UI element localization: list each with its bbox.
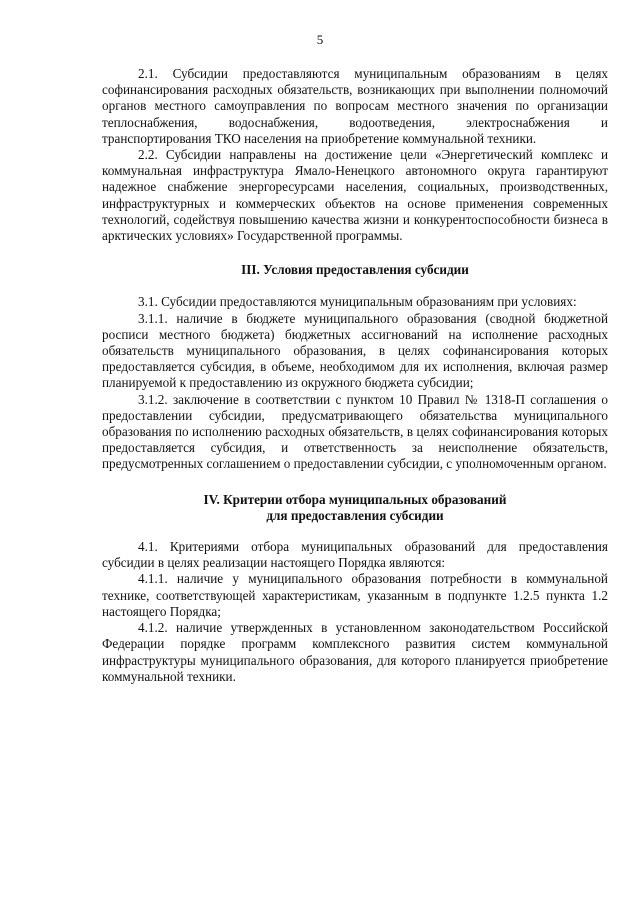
page-number: 5 <box>316 32 324 47</box>
paragraph-2-1: 2.1. Субсидии предоставляются муниципальным образованиям в целях софинансирования расходных обязательств, возникающих при выполнении полномочий органов местного самоуправления по вопросам местного значения по организации теплоснабжения, водоснабжения, водоотведения, электроснабжения и транспортирования ТКО населения на приобретение коммунальной техники. <box>102 66 608 146</box>
paragraph-3-1: 3.1. Субсидии предоставляются муниципальным образованиям при условиях: <box>138 294 577 310</box>
paragraph-4-1: 4.1. Критериями отбора муниципальных образований для предоставления субсидии в целях реализации настоящего Порядка являются: <box>102 539 608 571</box>
document-body <box>102 66 608 685</box>
paragraph-4-1-1: 4.1.1. наличие у муниципального образования потребности в коммунальной технике, соответствующей характеристикам, указанным в подпункте 1.2.5 пункта 1.2 настоящего Порядка; <box>102 571 608 619</box>
paragraph-3-1-1: 3.1.1. наличие в бюджете муниципального образования (сводной бюджетной росписи местного бюджета) бюджетных ассигнований на исполнение расходных обязательств муниципального образования, в целях софинансирования которых предоставляется субсидия, в объеме, необходимом для их исполнения, включая размер планируемой к предоставлению из окружного бюджета субсидии; <box>102 310 608 391</box>
section-4-heading-line2: для предоставления субсидии <box>266 507 444 523</box>
paragraph-3-1-2: 3.1.2. заключение в соответствии с пунктом 10 Правил № 1318-П соглашения о предоставлении субсидии, предусматривающего обязательства муниципального образования по исполнению расходных обязательств, в целях софинансирования которых предоставляется субсидия, и ответственность за неисполнение обязательств, предусмотренных соглашением о предоставлении субсидии, с уполномоченным органом. <box>102 391 608 472</box>
section-4-heading-line1: IV. Критерии отбора муниципальных образований <box>203 491 507 507</box>
paragraph-2-2: 2.2. Субсидии направлены на достижение цели «Энергетический комплекс и коммунальная инфраструктура Ямало-Ненецкого автономного округа гарантируют надежное снабжение энергоресурсами населения, социальных, производственных, инфраструктурных и коммерческих объектов на основе применения современных технологий, содействуя повышению качества жизни и конкурентоспособности бизнеса в арктических условиях» Государственной программы. <box>102 147 608 244</box>
section-3-heading: III. Условия предоставления субсидии <box>241 262 469 278</box>
paragraph-4-1-2: 4.1.2. наличие утвержденных в установленном законодательством Российской Федерации порядке программ комплексного развития систем коммунальной инфраструктуры муниципального образования, для которого планируется приобретение коммунальной техники. <box>102 620 608 684</box>
